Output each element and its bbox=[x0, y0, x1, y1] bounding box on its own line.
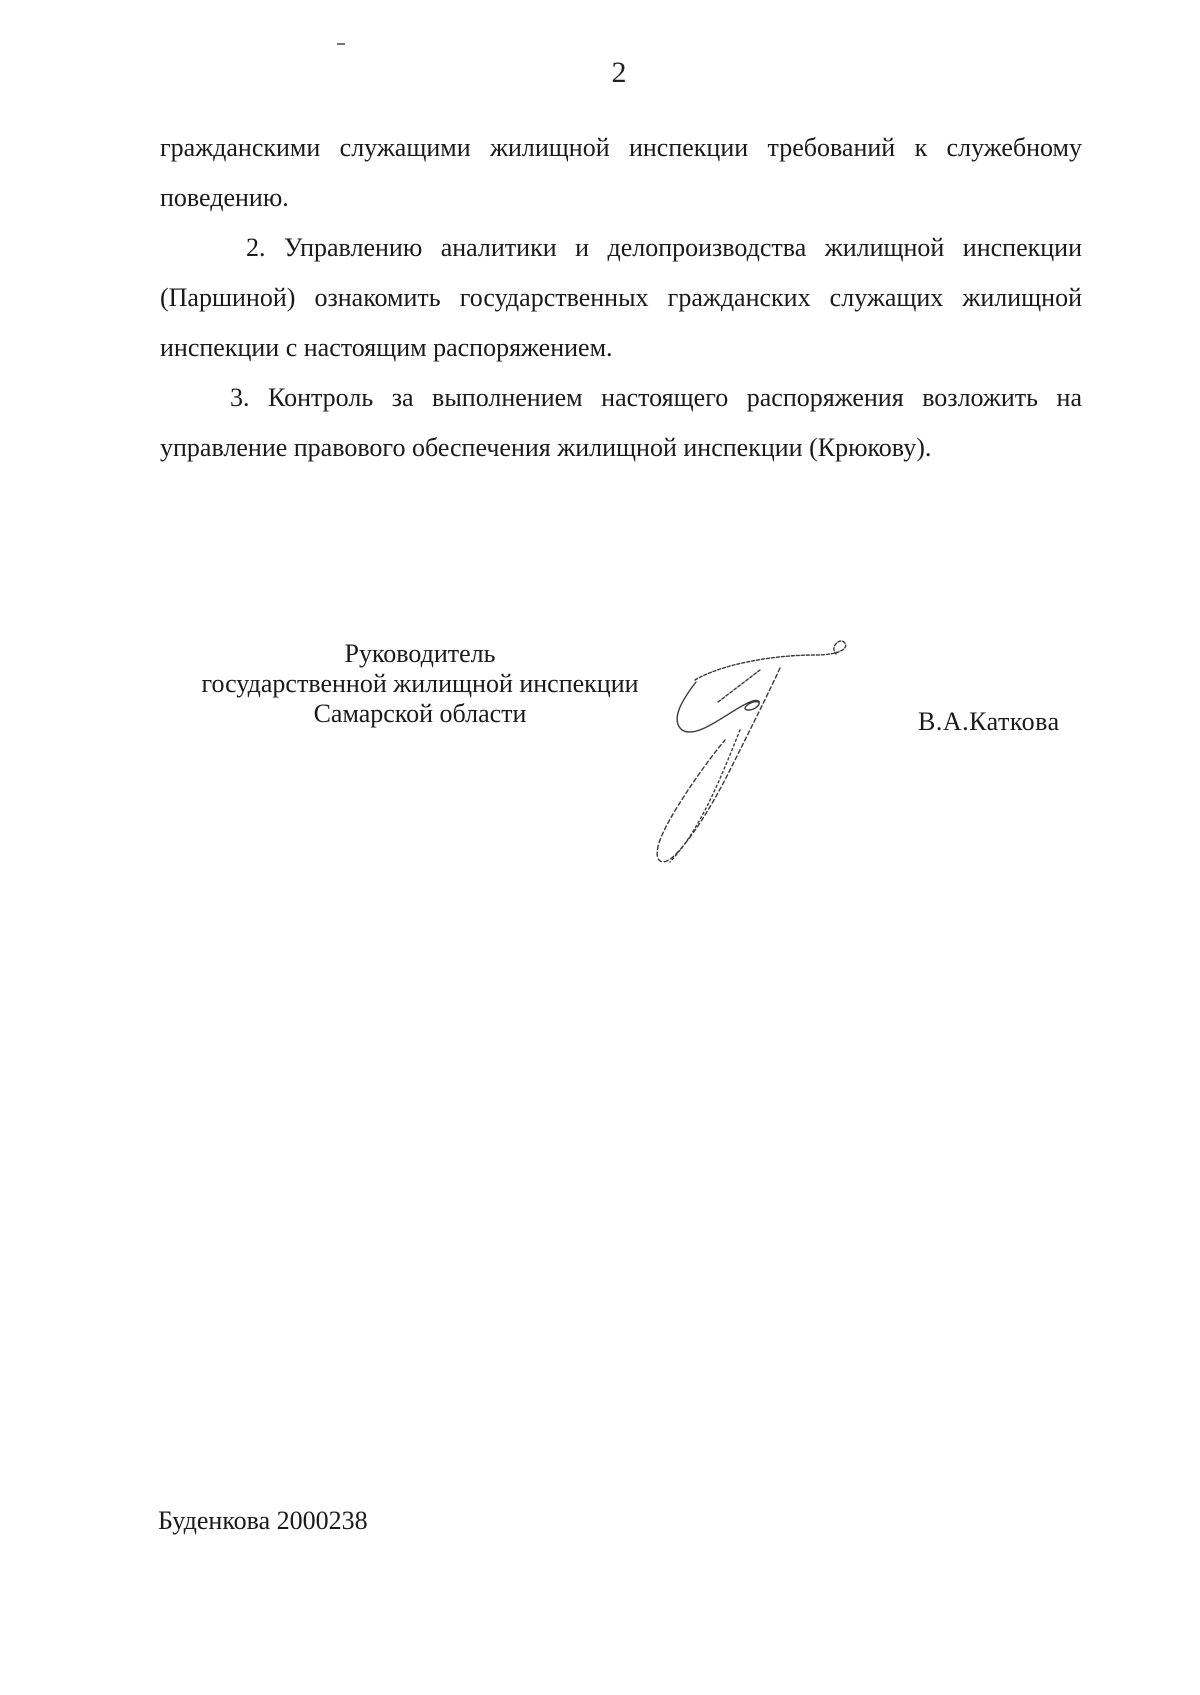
signatory-title bbox=[170, 639, 670, 729]
signer-name: В.А.Каткова bbox=[918, 707, 1060, 736]
signatory-title-line-3: Самарской области bbox=[313, 699, 527, 728]
signatory-title-line-1: Руководитель bbox=[344, 639, 496, 668]
paragraph-continuation: гражданскими служащими жилищной инспекции требований к служебному поведению. bbox=[160, 133, 1082, 212]
signatory-title-line-2: государственной жилищной инспекции bbox=[201, 669, 639, 698]
handwritten-signature-icon bbox=[600, 630, 870, 890]
scan-artifact bbox=[337, 43, 345, 45]
paragraph-item-2: 2. Управлению аналитики и делопроизводства жилищной инспекции (Паршиной) ознакомить государственных гражданских служащих жилищной инспекции с настоящим распоряжением. bbox=[160, 233, 1082, 362]
paragraph-item-3: 3. Контроль за выполнением настоящего распоряжения возложить на управление правового обеспечения жилищной инспекции (Крюкову). bbox=[160, 383, 1082, 462]
document-body bbox=[160, 123, 1082, 473]
page-number: 2 bbox=[611, 56, 627, 89]
executor-info: Буденкова 2000238 bbox=[158, 1506, 368, 1535]
